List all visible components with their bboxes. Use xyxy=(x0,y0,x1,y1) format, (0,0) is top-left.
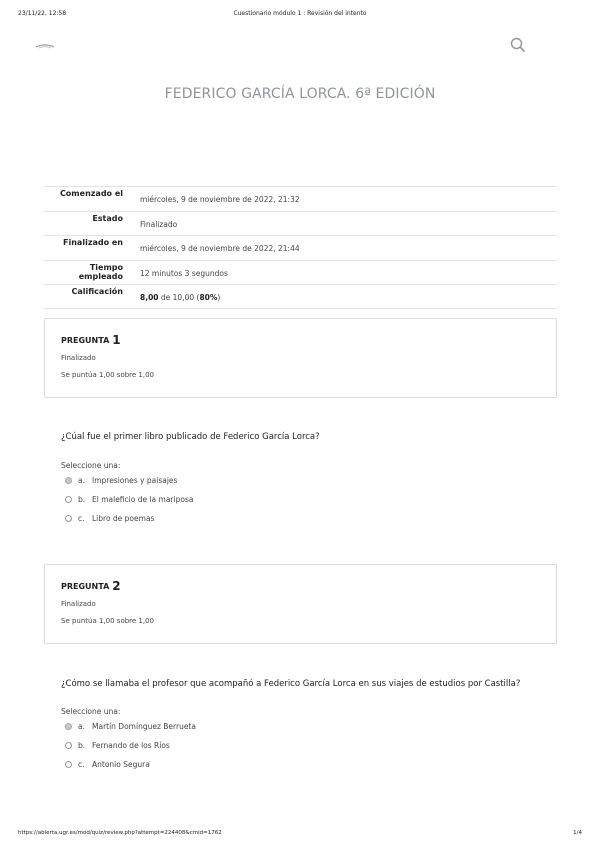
search-icon[interactable] xyxy=(510,37,526,53)
question-label: PREGUNTA xyxy=(61,336,110,345)
question-number: 2 xyxy=(112,579,121,593)
select-prompt: Seleccione una: xyxy=(61,707,121,716)
attempt-summary-table xyxy=(44,186,557,309)
radio-icon[interactable] xyxy=(65,515,72,522)
radio-selected-icon[interactable] xyxy=(65,477,72,484)
question-mark: Se puntúa 1,00 sobre 1,00 xyxy=(61,617,155,625)
course-title: FEDERICO GARCÍA LORCA. 6ª EDICIÓN xyxy=(164,86,436,102)
grade-value xyxy=(123,285,220,308)
option-letter: b. xyxy=(78,495,86,504)
grade-close: ) xyxy=(217,293,221,302)
question-info-box xyxy=(44,318,557,398)
option-letter: b. xyxy=(78,741,86,750)
answer-option[interactable] xyxy=(65,495,193,504)
option-label: Antonio Segura xyxy=(92,760,150,769)
option-letter: a. xyxy=(78,476,85,485)
summary-label: Estado xyxy=(92,213,123,223)
grade-max: de 10,00 ( xyxy=(160,293,200,302)
grade-percent: 80% xyxy=(199,293,218,302)
question-label: PREGUNTA xyxy=(61,582,110,591)
answer-option[interactable] xyxy=(65,741,170,750)
summary-row-state xyxy=(44,211,557,236)
radio-selected-icon[interactable] xyxy=(65,723,72,730)
print-url[interactable]: https://abierta.ugr.es/mod/quiz/review.php?attempt=224408&cmid=1762 xyxy=(18,830,222,836)
question-state: Finalizado xyxy=(61,354,96,362)
question-number: 1 xyxy=(112,333,121,347)
option-letter: a. xyxy=(78,722,85,731)
question-state: Finalizado xyxy=(61,600,96,608)
summary-row-completed xyxy=(44,235,557,260)
question-info-box xyxy=(44,564,557,644)
print-datetime: 23/11/22, 12:58 xyxy=(18,10,67,17)
print-page-number: 1/4 xyxy=(573,830,582,836)
option-label: Fernando de los Ríos xyxy=(92,741,170,750)
answer-option[interactable] xyxy=(65,722,196,731)
radio-icon[interactable] xyxy=(65,496,72,503)
question-mark: Se puntúa 1,00 sobre 1,00 xyxy=(61,371,155,379)
option-label: Libro de poemas xyxy=(92,514,155,523)
option-label: El maleficio de la mariposa xyxy=(92,495,194,504)
select-prompt: Seleccione una: xyxy=(61,461,121,470)
summary-label: Calificación xyxy=(71,287,123,296)
summary-row-time-taken xyxy=(44,260,557,285)
option-label: Impresiones y paisajes xyxy=(92,476,178,485)
question-text: ¿Cúal fue el primer libro publicado de Federico García Lorca? xyxy=(61,432,320,442)
summary-label: Tiempo empleado xyxy=(78,262,123,281)
summary-row-grade xyxy=(44,284,557,309)
summary-value: Finalizado xyxy=(140,219,178,229)
answer-option[interactable] xyxy=(65,476,177,485)
option-label: Martín Domínguez Berrueta xyxy=(92,722,196,731)
summary-label: Comenzado el xyxy=(59,189,123,198)
option-letter: c. xyxy=(78,760,85,769)
summary-value: miércoles, 9 de noviembre de 2022, 21:32 xyxy=(140,195,300,204)
radio-icon[interactable] xyxy=(65,742,72,749)
option-letter: c. xyxy=(78,514,85,523)
print-page-title: Cuestionario módulo 1 : Revisión del intento xyxy=(233,10,367,17)
question-heading xyxy=(61,333,121,347)
summary-row-started xyxy=(44,186,557,211)
summary-value: 12 minutos 3 segundos xyxy=(140,268,228,278)
logo-icon[interactable] xyxy=(34,42,56,50)
answer-option[interactable] xyxy=(65,760,150,769)
question-heading xyxy=(61,579,121,593)
radio-icon[interactable] xyxy=(65,761,72,768)
question-text: ¿Cómo se llamaba el profesor que acompañó a Federico García Lorca en sus viajes de estudios por Castilla? xyxy=(61,679,521,689)
summary-label: Finalizado en xyxy=(63,238,123,247)
answer-option[interactable] xyxy=(65,514,154,523)
summary-value: miércoles, 9 de noviembre de 2022, 21:44 xyxy=(140,244,300,253)
grade-score: 8,00 xyxy=(140,293,159,302)
